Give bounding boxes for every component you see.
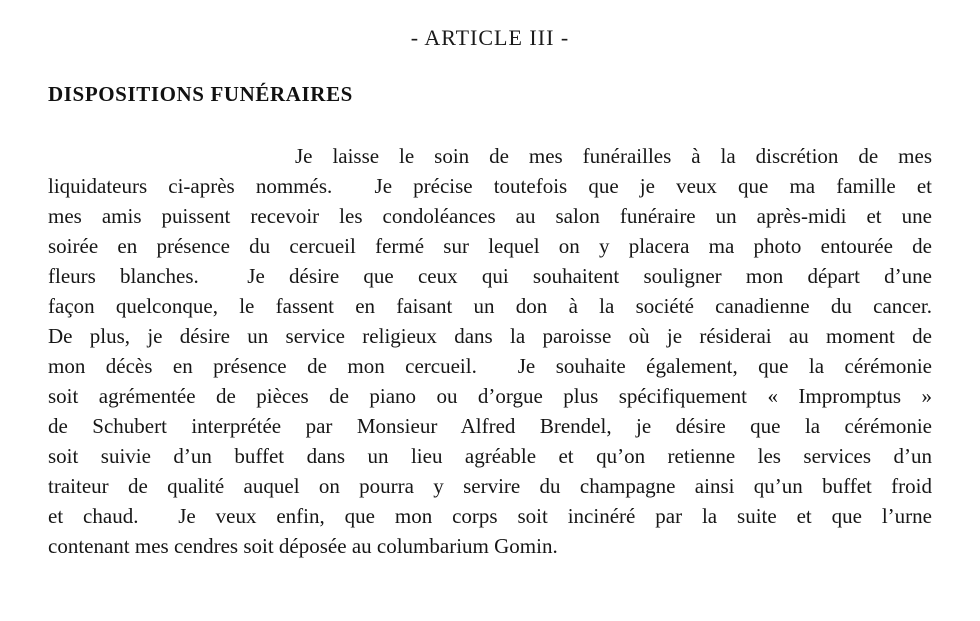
paragraph-line: contenant mes cendres soit déposée au columbarium Gomin. (48, 534, 558, 558)
paragraph-line: de Schubert interprétée par Monsieur Alfred Brendel, je désire que la cérémonie (48, 414, 932, 438)
paragraph-line: soit suivie d’un buffet dans un lieu agréable et qu’on retienne les services d’un (48, 444, 932, 468)
paragraph-line: mon décès en présence de mon cercueil. Je souhaite également, que la cérémonie (48, 354, 932, 378)
paragraph-line: Je laisse le soin de mes funérailles à la discrétion de mes (295, 144, 932, 168)
paragraph-line: soit agrémentée de pièces de piano ou d’orgue plus spécifiquement « Impromptus » (48, 384, 932, 408)
paragraph-line: mes amis puissent recevoir les condoléances au salon funéraire un après-midi et une (48, 204, 932, 228)
paragraph-line: soirée en présence du cercueil fermé sur lequel on y placera ma photo entourée de (48, 234, 932, 258)
body-paragraph (48, 141, 932, 561)
section-heading: DISPOSITIONS FUNÉRAIRES (48, 82, 353, 106)
paragraph-line: traiteur de qualité auquel on pourra y servire du champagne ainsi qu’un buffet froid (48, 474, 932, 498)
paragraph-line: De plus, je désire un service religieux dans la paroisse où je résiderai au moment de (48, 324, 932, 348)
paragraph-line: et chaud. Je veux enfin, que mon corps soit incinéré par la suite et que l’urne (48, 504, 932, 528)
paragraph-line: fleurs blanches. Je désire que ceux qui souhaitent souligner mon départ d’une (48, 264, 932, 288)
paragraph-line: liquidateurs ci-après nommés. Je précise toutefois que je veux que ma famille et (48, 174, 932, 198)
paragraph-line: façon quelconque, le fassent en faisant un don à la société canadienne du cancer. (48, 294, 932, 318)
article-title: - ARTICLE III - (410, 25, 570, 50)
